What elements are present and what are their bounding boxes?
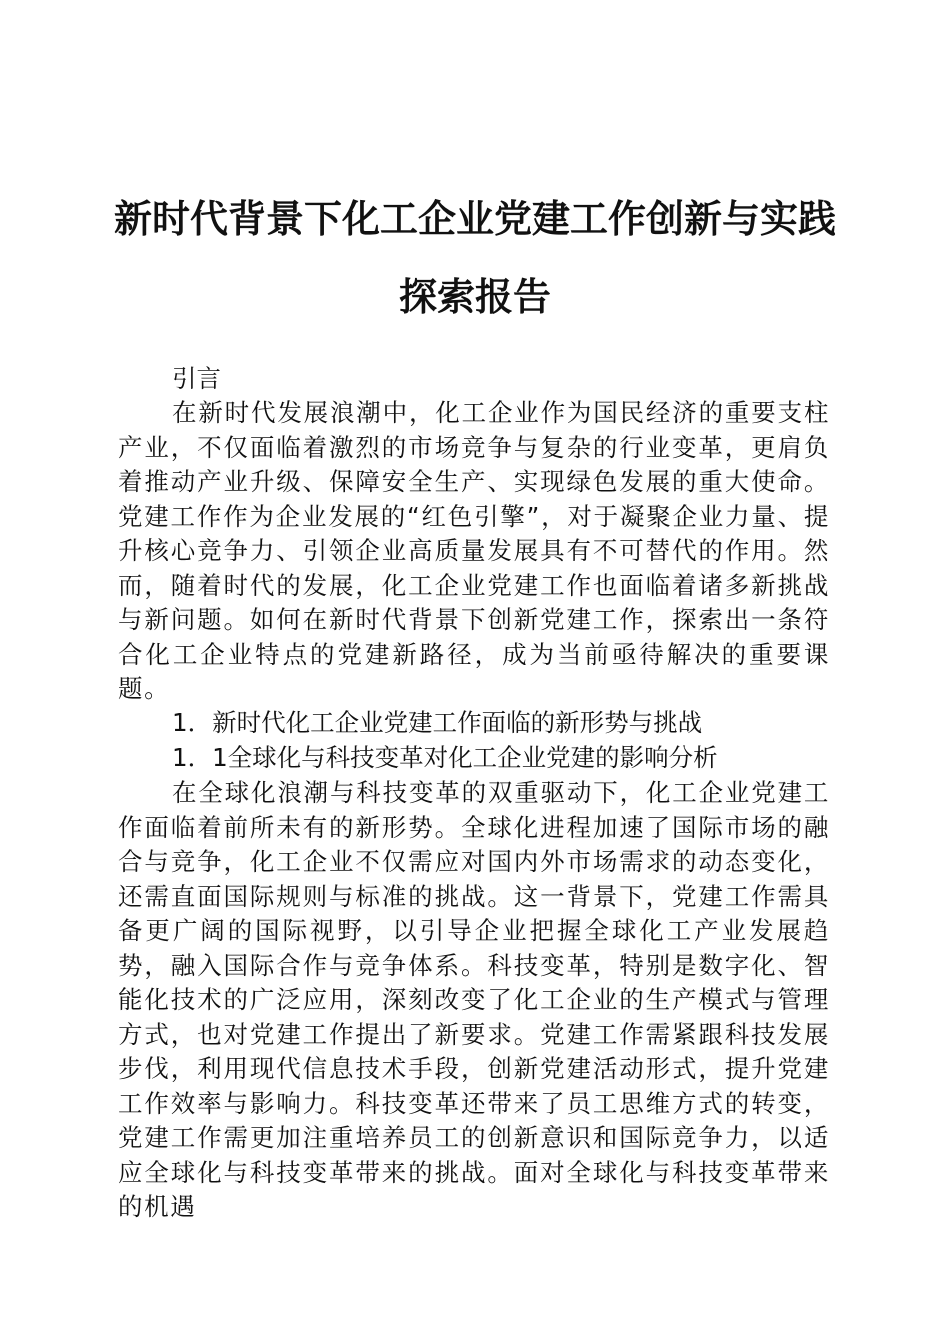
intro-paragraph: 在新时代发展浪潮中，化工企业作为国民经济的重要支柱产业，不仅面临着激烈的市场竞争与复杂的行业变革，更肩负着推动产业升级、保障安全生产、实现绿色发展的重大使命。党建工作作为企业发展的“红色引擎”，对于凝聚企业力量、提升核心竞争力、引领企业高质量发展具有不可替代的作用。然而，随着时代的发展，化工企业党建工作也面临着诸多新挑战与新问题。如何在新时代背景下创新党建工作，探索出一条符合化工企业特点的党建新路径，成为当前亟待解决的重要课题。 — [118, 398, 830, 703]
section-1-1-heading: 1．1全球化与科技变革对化工企业党建的影响分析 — [172, 743, 718, 772]
document-title: 新时代背景下化工企业党建工作创新与实践探索报告 — [113, 196, 836, 319]
intro-heading: 引言 — [172, 364, 221, 393]
section-1-heading: 1．新时代化工企业党建工作面临的新形势与挑战 — [172, 708, 703, 737]
section-1-1-paragraph: 在全球化浪潮与科技变革的双重驱动下，化工企业党建工作面临着前所未有的新形势。全球化进程加速了国际市场的融合与竞争，化工企业不仅需应对国内外市场需求的动态变化，还需直面国际规则与标准的挑战。这一背景下，党建工作需具备更广阔的国际视野，以引导企业把握全球化工产业发展趋势，融入国际合作与竞争体系。科技变革，特别是数字化、智能化技术的广泛应用，深刻改变了化工企业的生产模式与管理方式，也对党建工作提出了新要求。党建工作需紧跟科技发展步伐，利用现代信息技术手段，创新党建活动形式，提升党建工作效率与影响力。科技变革还带来了员工思维方式的转变，党建工作需更加注重培养员工的创新意识和国际竞争力，以适应全球化与科技变革带来的挑战。面对全球化与科技变革带来的机遇 — [118, 778, 830, 1221]
